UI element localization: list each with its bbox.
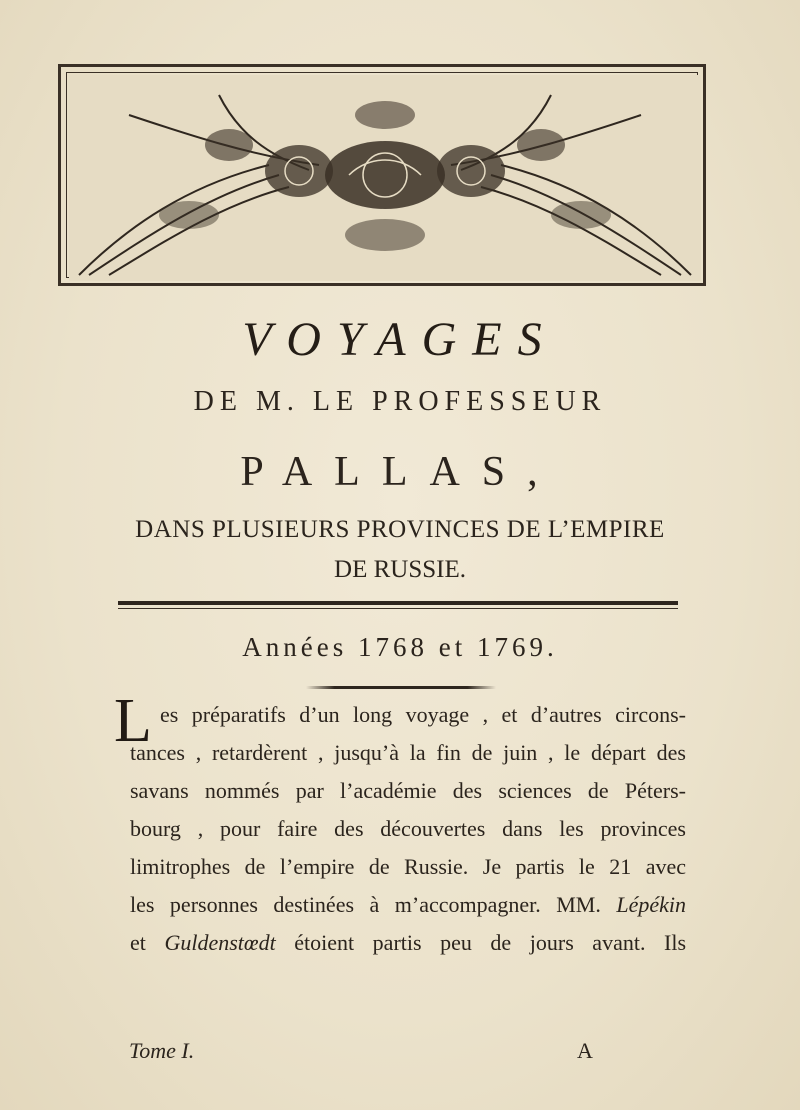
title-author-name: PALLAS, — [240, 449, 560, 495]
double-rule-divider — [118, 601, 678, 610]
body-line-6-text: les personnes destinées à m’accompagner. MM. — [130, 892, 601, 917]
body-line-3: savans nommés par l’académie des sciences de Péters- — [130, 778, 686, 803]
title-subtitle: DE M. LE PROFESSEUR — [193, 386, 607, 417]
title-voyages: VOYAGES — [242, 313, 558, 366]
name-guldenstaedt: Guldenstœdt — [164, 930, 276, 955]
headpiece-ornament — [58, 64, 706, 286]
short-rule-divider — [306, 686, 496, 689]
body-line-7-text: et — [130, 930, 146, 955]
title-description-line-2: DE RUSSIE. — [334, 556, 466, 583]
gathering-signature: A — [577, 1038, 593, 1063]
body-line-4: bourg , pour faire des découvertes dans les provinces — [130, 816, 686, 841]
drop-cap-letter: L — [114, 687, 152, 755]
body-line-1: es préparatifs d’un long voyage , et d’autres circons- — [160, 702, 686, 727]
volume-signature: Tome I. — [129, 1038, 195, 1063]
years-heading: Années 1768 et 1769. — [242, 632, 558, 662]
body-line-6 — [130, 890, 686, 920]
body-line-2: tances , retardèrent , jusqu’à la fin de juin , le départ des — [130, 740, 686, 765]
name-lepekin: Lépékin — [616, 892, 686, 917]
body-line-7-rest: étoient partis peu de jours avant. Ils — [294, 930, 687, 955]
floral-ornament-icon — [69, 75, 701, 281]
body-line-5: limitrophes de l’empire de Russie. Je partis le 21 avec — [130, 854, 686, 879]
title-description-line-1: DANS PLUSIEURS PROVINCES DE L’EMPIRE — [135, 516, 665, 543]
body-line-7 — [130, 928, 686, 958]
